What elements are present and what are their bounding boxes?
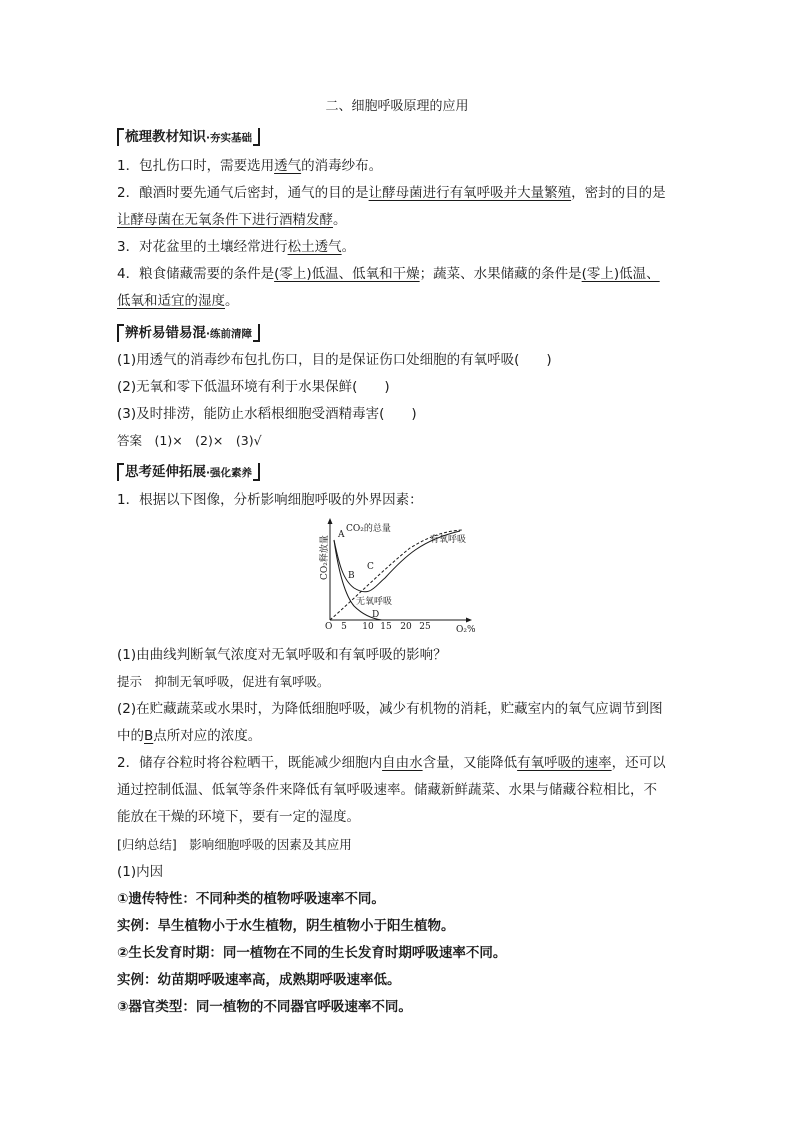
x-axis-arrow [466, 618, 472, 623]
knowledge-item-4 [117, 264, 682, 284]
text: 点所对应的浓度。 [153, 728, 262, 744]
y-axis-label: CO₂释放量 [320, 535, 330, 580]
text: 含量，又能降低 [422, 755, 518, 771]
underlined-answer: 低氧和适宜的湿度 [117, 293, 225, 309]
knowledge-item-3 [117, 237, 682, 257]
anaerobic-label: 无氧呼吸 [356, 597, 393, 607]
x-tick-10: 10 [362, 622, 374, 632]
text: 4．粮食储藏需要的条件是 [117, 266, 275, 282]
y-axis-arrow [328, 518, 333, 524]
answer-line: 答案 (1)× (2)× (3)√ [117, 433, 262, 448]
respiration-oxygen-figure [310, 518, 480, 638]
extension-subquestion-2-cont [117, 726, 682, 746]
section-heading-main: 思考延伸拓展 [125, 464, 206, 480]
section-heading-misconceptions [117, 322, 260, 344]
summary-example-1: 实例：旱生植物小于水生植物，阴生植物小于阳生植物。 [117, 918, 455, 934]
summary-item-2: ②生长发育时期：同一植物在不同的生长发育时期呼吸速率不同。 [117, 945, 507, 961]
hint-line: 提示 抑制无氧呼吸，促进有氧呼吸。 [117, 674, 330, 689]
summary-item-1: ①遗传特性：不同种类的植物呼吸速率不同。 [117, 891, 385, 907]
point-a-label: A [338, 530, 345, 540]
point-c-label: C [367, 562, 374, 572]
underlined-answer: (零上)低温、低氧和干燥 [274, 266, 420, 282]
x-tick-15: 15 [380, 622, 392, 632]
text: 的消毒纱布。 [301, 158, 383, 174]
extension-question-2-cont-1: 通过控制低温、低氧等条件来降低有氧呼吸速率。储藏新鲜蔬菜、水果与储藏谷粒相比，不 [117, 782, 657, 798]
origin-label: O [325, 622, 333, 632]
section-heading-main: 辨析易错易混 [125, 325, 206, 341]
summary-example-2: 实例：幼苗期呼吸速率高，成熟期呼吸速率低。 [117, 972, 401, 988]
text: ，密封的目的是 [571, 185, 666, 201]
knowledge-item-4-cont [117, 291, 682, 311]
text: 1．包扎伤口时，需要选用 [117, 158, 275, 174]
x-tick-5: 5 [341, 622, 347, 632]
underlined-answer: 有氧呼吸的速率 [517, 755, 612, 771]
point-d-label: D [372, 610, 380, 620]
section-heading-extension [117, 461, 260, 483]
underlined-answer: 松土透气 [287, 239, 342, 255]
judgement-question-3: (3)及时排涝，能防止水稻根细胞受酒精毒害( ) [117, 406, 417, 422]
underlined-answer: 让酵母菌进行有氧呼吸并大量繁殖 [368, 185, 572, 201]
underlined-answer: 自由水 [382, 755, 423, 771]
underlined-answer: 透气 [274, 158, 302, 174]
text: 2．储存谷粒时将谷粒晒干，既能减少细胞内 [117, 755, 383, 771]
extension-question-2 [117, 753, 682, 773]
text: 2．酿酒时要先通气后密封，通气的目的是 [117, 185, 369, 201]
x-tick-20: 20 [400, 622, 412, 632]
point-b-label: B [348, 571, 355, 581]
underlined-answer: (零上)低温、 [581, 266, 660, 282]
summary-internal-factors: (1)内因 [117, 864, 164, 880]
summary-item-3: ③器官类型：同一植物的不同器官呼吸速率不同。 [117, 999, 412, 1015]
co2-total-label: CO₂的总量 [346, 524, 391, 534]
knowledge-item-2-cont [117, 210, 682, 230]
text: ，还可以 [611, 755, 666, 771]
judgement-question-1: (1)用透气的消毒纱布包扎伤口，目的是保证伤口处细胞的有氧呼吸( ) [117, 352, 552, 368]
knowledge-item-2 [117, 183, 682, 203]
extension-question-2-cont-2: 能放在干燥的环境下，要有一定的湿度。 [117, 809, 360, 825]
section-heading-sub: ·强化素养 [206, 467, 252, 479]
extension-subquestion-1: (1)由曲线判断氧气浓度对无氧呼吸和有氧呼吸的影响？ [117, 647, 447, 663]
x-axis-label: O₂% [456, 625, 476, 635]
summary-heading: [归纳总结] 影响细胞呼吸的因素及其应用 [117, 837, 352, 852]
text: 。 [341, 239, 356, 255]
knowledge-item-1 [117, 156, 682, 176]
section-heading-sub: ·夯实基础 [206, 132, 252, 144]
underlined-answer: B [144, 728, 154, 744]
extension-question-1: 1．根据以下图像，分析影响细胞呼吸的外界因素： [117, 492, 423, 508]
anaerobic-curve [334, 540, 382, 620]
extension-subquestion-2: (2)在贮藏蔬菜或水果时，为降低细胞呼吸，减少有机物的消耗，贮藏室内的氧气应调节到图 [117, 701, 663, 717]
text: 3．对花盆里的土壤经常进行 [117, 239, 288, 255]
section-heading-textbook [117, 126, 260, 148]
section-heading-main: 梳理教材知识 [125, 129, 206, 145]
underlined-answer: 让酵母菌在无氧条件下进行酒精发酵 [117, 212, 333, 228]
judgement-question-2: (2)无氧和零下低温环境有利于水果保鲜( ) [117, 379, 390, 395]
text: 。 [333, 212, 347, 228]
x-tick-25: 25 [419, 622, 431, 632]
text: 。 [225, 293, 239, 309]
aerobic-label: 有氧呼吸 [430, 535, 467, 545]
section-heading-sub: ·练前清障 [206, 328, 252, 340]
text: 中的 [117, 728, 144, 744]
page-title: 二、细胞呼吸原理的应用 [325, 99, 469, 114]
text: ；蔬菜、水果储藏的条件是 [419, 266, 582, 282]
